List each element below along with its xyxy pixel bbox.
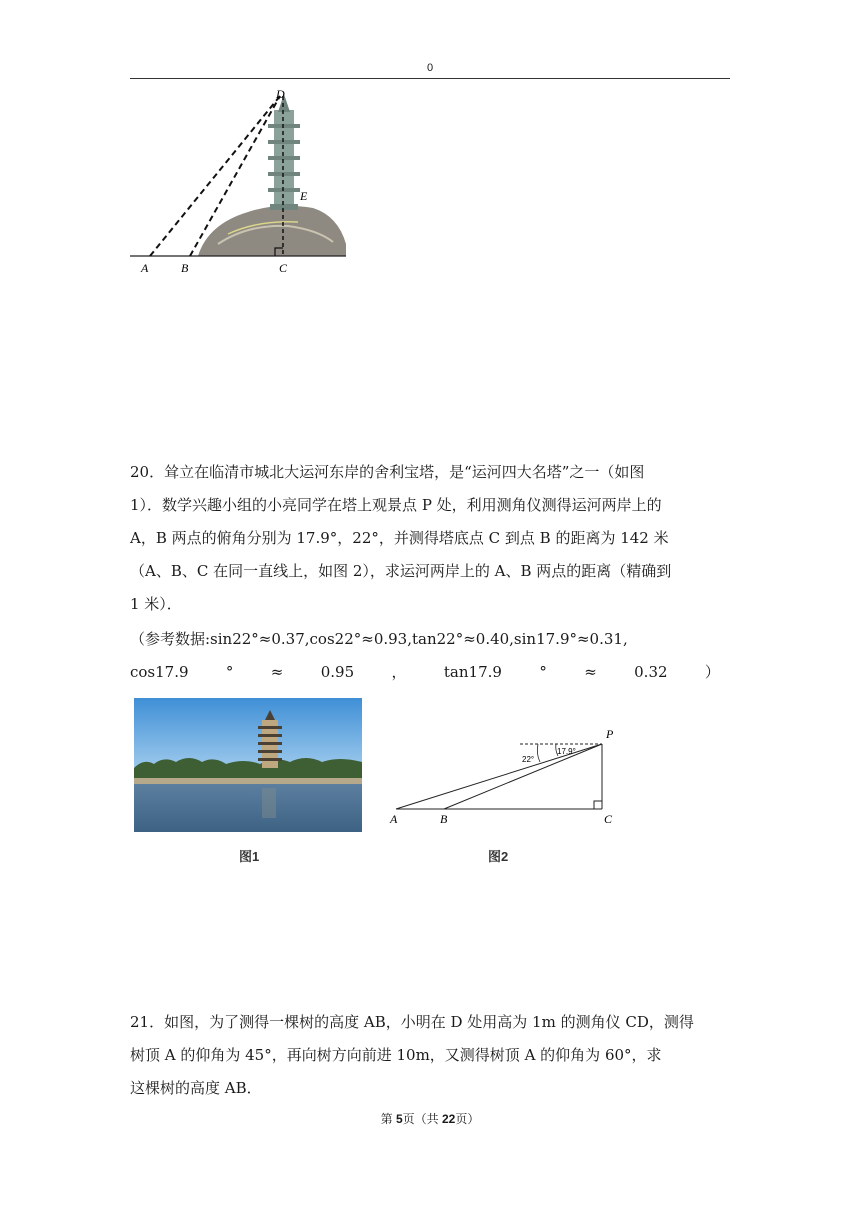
line-pb (444, 744, 602, 809)
footer-total-pages: 22 (442, 1112, 456, 1126)
figure-2-caption: 图2 (488, 849, 509, 864)
ref-part: 0.95 (320, 663, 355, 681)
reference-line-1: （参考数据:sin22°≈0.37,cos22°≈0.93,tan22°≈0.40,sin17.9°≈0.31, (130, 630, 628, 648)
q20-line: A，B 两点的俯角分别为 17.9°，22°，并测得塔底点 C 到点 B 的距离为 142 米 (130, 529, 669, 547)
label-a: A (390, 812, 398, 826)
tower-geometry-figure (128, 84, 358, 284)
figure-2-diagram (388, 722, 628, 828)
header-rule (130, 78, 730, 79)
ref-part: ° (539, 663, 547, 681)
label-a: A (141, 261, 149, 275)
q20-line: 1 米）． (130, 595, 182, 613)
label-c: C (279, 261, 288, 275)
q21-line: 21．如图，为了测得一棵树的高度 AB，小明在 D 处用高为 1m 的测角仪 CD，测得 (130, 1013, 694, 1031)
question-20 (130, 456, 730, 621)
reference-data (130, 623, 730, 689)
q20-line: （A、B、C 在同一直线上，如图 2），求运河两岸上的 A、B 两点的距离（精确到 (130, 562, 672, 580)
footer-page-number: 5 (395, 1112, 403, 1126)
reference-line-2 (130, 656, 720, 689)
footer-suffix: 页） (455, 1112, 480, 1126)
hill-shape (198, 206, 346, 256)
ref-part: ） (704, 663, 720, 681)
ref-part: ° (225, 663, 234, 681)
pagoda-shape (268, 94, 300, 210)
pagoda-river-photo (134, 698, 362, 832)
page-footer (0, 1110, 860, 1127)
label-b: B (440, 812, 448, 826)
angle-label-17-9: 17.9° (557, 747, 576, 756)
ref-part: cos17.9 (130, 663, 189, 681)
label-d: D (276, 87, 285, 101)
footer-prefix: 第 (380, 1112, 396, 1126)
question-21 (130, 1006, 730, 1105)
figure-1-caption: 图1 (239, 849, 260, 864)
label-p: P (606, 727, 614, 741)
q21-line: 这棵树的高度 AB． (130, 1079, 262, 1097)
q20-line: 20．耸立在临清市城北大运河东岸的舍利宝塔，是“运河四大名塔”之一（如图 (130, 463, 645, 481)
q20-line: 1）．数学兴趣小组的小亮同学在塔上观景点 P 处，利用测角仪测得运河两岸上的 (130, 496, 662, 514)
label-e: E (300, 189, 308, 203)
right-angle-mark (594, 801, 602, 809)
ref-part: tan17.9 (443, 663, 502, 681)
ref-part: 0.32 (634, 663, 668, 681)
ref-part: ≈ (270, 663, 284, 681)
ref-part: ， (391, 663, 407, 681)
q21-line: 树顶 A 的仰角为 45°，再向树方向前进 10m，又测得树顶 A 的仰角为 60°，求 (130, 1046, 662, 1064)
footer-middle: 页（共 (402, 1112, 442, 1126)
label-b: B (181, 261, 189, 275)
header-page-marker: 0 (426, 62, 434, 74)
ref-part: ≈ (584, 663, 597, 681)
angle-label-22: 22° (522, 755, 535, 764)
angle-arc-big (537, 744, 540, 762)
label-c: C (604, 812, 613, 826)
